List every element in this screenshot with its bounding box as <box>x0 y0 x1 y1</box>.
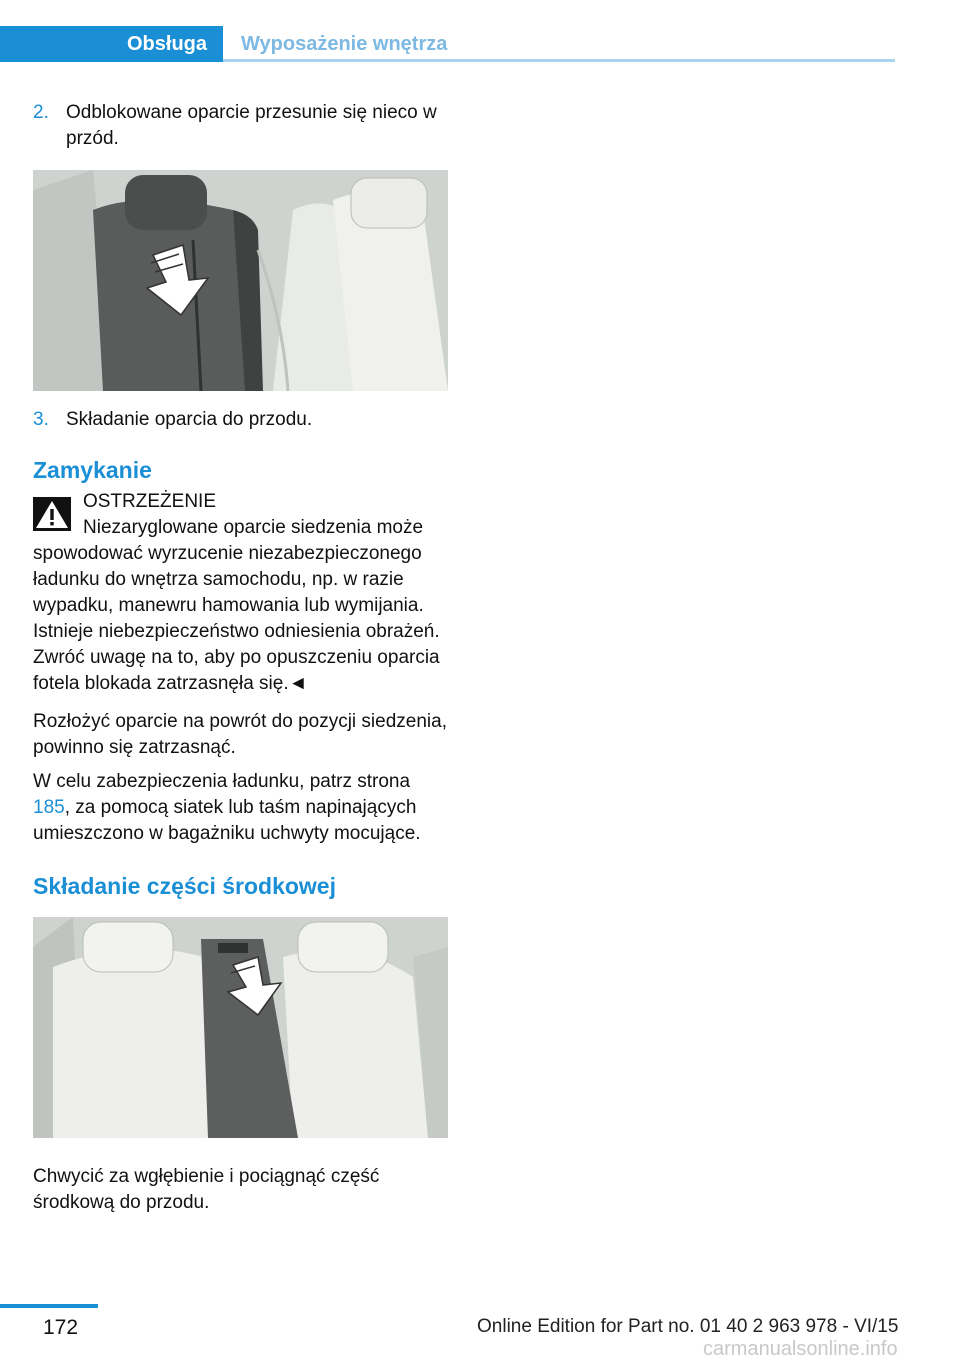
step-text: Odblokowane oparcie przesunie się nieco w przód. <box>66 102 437 149</box>
para-text-before: W celu zabezpieczenia ładunku, patrz strona <box>33 771 411 792</box>
page-number: 172 <box>43 1316 79 1339</box>
step-2 <box>33 100 448 152</box>
para-text-after: , za pomocą siatek lub taśm napinających umieszczono w bagażniku uchwyty mocujące. <box>33 797 421 844</box>
page-header <box>0 0 960 62</box>
section-heading-skladanie: Składanie części środkowej <box>33 873 336 899</box>
watermark: carmanualsonline.info <box>703 1338 898 1360</box>
center-section-figure <box>33 917 448 1138</box>
warning-box <box>33 489 448 697</box>
step-number: 3. <box>33 409 49 430</box>
footer-rule <box>0 1304 98 1308</box>
paragraph-unfold: Rozłożyć oparcie na powrót do pozycji siedzenia, powinno się zatrzasnąć. <box>33 711 447 758</box>
seat-backrest-figure <box>33 170 448 391</box>
warning-triangle-icon <box>33 497 71 531</box>
center-seat-illustration <box>33 917 448 1138</box>
paragraph-load-securing <box>33 769 448 847</box>
edition-text: Online Edition for Part no. 01 40 2 963 978 - VI/15 <box>477 1316 899 1337</box>
seat-illustration <box>33 170 448 391</box>
paragraph-pull-center: Chwycić za wgłębienie i pociągnąć część środkową do przodu. <box>33 1166 380 1213</box>
step-3 <box>33 407 448 433</box>
content-column <box>33 100 448 1216</box>
warning-body: Niezaryglowane oparcie siedzenia może spowodować wyrzucenie niezabezpieczonego ładunku do wnętrza samochodu, np. w razie wypadku, manewru hamowania lub wymijania. Istnieje niebezpieczeństwo odniesienia obrażeń. Zwróć uwagę na to, aby po opuszczeniu oparcia fotela blokada zatrzasnęła się.◄ <box>33 517 440 694</box>
tab-obsluga[interactable]: Obsługa <box>0 26 223 62</box>
warning-title: OSTRZEŻENIE <box>83 491 217 512</box>
step-number: 2. <box>33 102 49 123</box>
page-link-185[interactable]: 185 <box>33 797 65 818</box>
section-heading-zamykanie: Zamykanie <box>33 457 152 483</box>
step-text: Składanie oparcia do przodu. <box>66 409 313 430</box>
warning-text <box>33 515 448 697</box>
header-rule <box>223 59 895 62</box>
tab-wyposazenie[interactable]: Wyposażenie wnętrza <box>241 33 448 55</box>
